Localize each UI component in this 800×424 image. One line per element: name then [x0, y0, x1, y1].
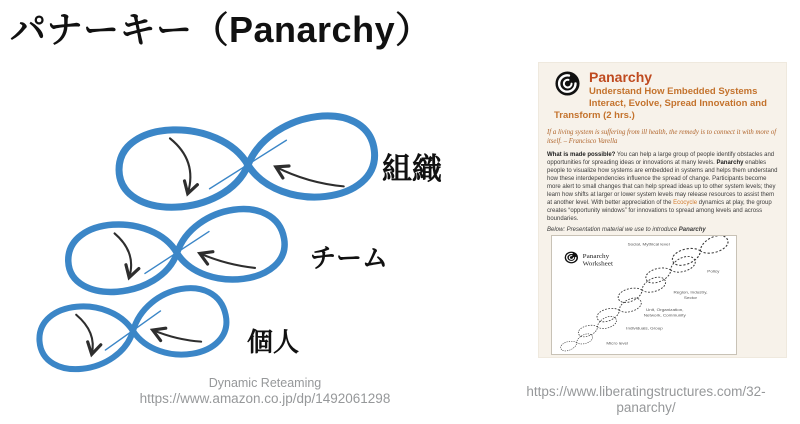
figure-label-team: チーム [310, 243, 389, 273]
below-note-bold: Panarchy [678, 227, 706, 234]
page-title: パナーキー（Panarchy） [10, 9, 432, 50]
body-bold-panarchy: Panarchy [716, 160, 744, 167]
worksheet-loop-individuals [576, 314, 618, 339]
worksheet-label-region2: Sector [683, 295, 698, 300]
webpage-body [547, 152, 778, 223]
worksheet-label-unit2: Network, Community [643, 312, 686, 318]
worksheet-loop-micro [559, 332, 594, 353]
figure-label-individual: 個人 [247, 327, 300, 357]
worksheet-diagram [552, 236, 736, 354]
loop-individual [35, 283, 230, 374]
webpage-quote: If a living system is suffering from ill health, the remedy is to connect it with more of itself. – Francisco Varella [547, 128, 777, 146]
infinity-loop-path [116, 113, 377, 211]
caption-book-title: Dynamic Reteaming [208, 376, 322, 390]
worksheet-label-unit: Unit, Organization, [645, 307, 684, 313]
worksheet-label-social: Social, Mythical level [627, 241, 670, 247]
body-seg2: enables people to visualize how systems are embedded in systems and helps them understand how these interdependencies influence the spread of change. Participants become more alert to small changes that can help spread ideas up to other system levels; they learn how shifts at larger or lower system levels may release resources to assist them at another level. With better appreciation of the [547, 160, 778, 206]
worksheet-title-line2: Worksheet [582, 261, 613, 268]
worksheet-label-policy: Policy [707, 268, 720, 274]
body-seg1: You can help a large group of people identify obstacles and opportunities for spreading ideas or innovations at many levels. [547, 152, 775, 167]
flow-arrow-right [276, 162, 344, 191]
figure-label-organization: 組織 [382, 153, 442, 186]
flow-arrow-right [153, 324, 201, 348]
loop-team [65, 205, 288, 297]
worksheet-label-individuals: Individuals, Group [626, 325, 663, 331]
infinity-loop-path [35, 283, 230, 374]
worksheet-label-micro: Micro level [606, 340, 629, 346]
flow-arrow-left [76, 313, 94, 355]
loop-organization [116, 113, 377, 211]
flow-arrow-right [200, 248, 255, 273]
body-seg3: dynamics at play, the group creates “opportunity windows” for innovations to spread among levels and across boundaries. [547, 199, 772, 222]
worksheet-loop-region [616, 275, 668, 306]
body-lead-bold: What is made possible? [547, 152, 616, 159]
worksheet-label-region: Region, Industry, [673, 289, 708, 295]
webpage-subtitle: Understand How Embedded Systems Interact, Evolve, Spread Innovation and Transform (2 hrs.) [554, 86, 767, 121]
below-note [547, 227, 778, 233]
panarchy-figure [10, 62, 480, 380]
flow-arrow-left [115, 232, 133, 278]
worksheet-loop-policy [643, 254, 698, 286]
worksheet-title-line1: Panarchy [582, 253, 610, 260]
worksheet-logo-icon [565, 252, 578, 264]
webpage-screenshot [538, 62, 787, 358]
ecocycle-link: Ecocycle [673, 199, 698, 206]
below-note-text: Below: Presentation material we use to introduce [547, 227, 679, 234]
worksheet-loop-social [669, 236, 730, 269]
caption-liberating-url: https://www.liberatingstructures.com/32-panarchy/ [526, 384, 766, 416]
infinity-loop-path [65, 205, 288, 297]
flow-arrow-left [170, 137, 192, 194]
caption-amazon-url: https://www.amazon.co.jp/dp/1492061298 [139, 391, 391, 406]
liberating-structures-logo-icon [554, 70, 581, 97]
webpage-title: Panarchy [589, 69, 653, 85]
webpage-header [539, 63, 786, 122]
worksheet-image [551, 235, 737, 355]
figure-caption [110, 376, 420, 407]
